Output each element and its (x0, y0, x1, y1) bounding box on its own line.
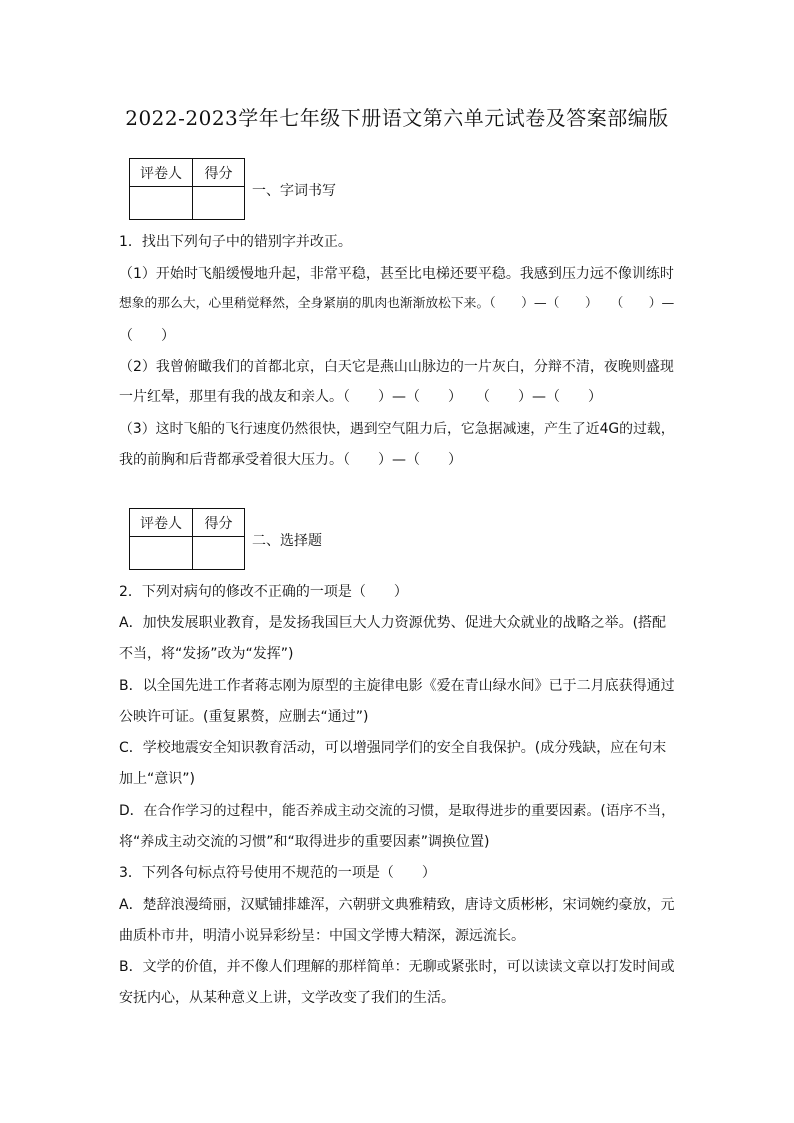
score-table-section-2 (129, 508, 245, 570)
q2-option-c-line-2: 加上“意识”) (119, 771, 195, 787)
score-input-cell[interactable] (193, 187, 245, 220)
score-input-cell[interactable] (193, 537, 245, 570)
score-label-cell: 得分 (193, 159, 245, 187)
q1-sentence-2-line-2: 一片红晕，那里有我的战友和亲人。（ ）—（ ） （ ）—（ ） (119, 389, 602, 405)
q2-option-b-line-1: B．以全国先进工作者蒋志刚为原型的主旋律电影《爱在青山绿水间》已于二月底获得通过 (119, 678, 675, 694)
q3-option-a-line-1: A．楚辞浪漫绮丽，汉赋铺排雄浑，六朝骈文典雅精致，唐诗文质彬彬，宋词婉约豪放，元 (119, 897, 675, 913)
question-1-stem: 1．找出下列句子中的错别字并改正。 (119, 234, 352, 250)
score-label-cell: 得分 (193, 509, 245, 537)
q1-sentence-2-line-1: （2）我曾俯瞰我们的首都北京，白天它是燕山山脉边的一片灰白，分辩不清，夜晚则盛现 (119, 359, 674, 375)
q2-option-a-line-1: A．加快发展职业教育，是发扬我国巨大人力资源优势、促进大众就业的战略之举。(搭配 (119, 615, 667, 631)
q1-sentence-1-line-1: （1）开始时飞船缓慢地升起，非常平稳，甚至比电梯还要平稳。我感到压力远不像训练时 (119, 266, 674, 282)
question-2-stem: 2．下列对病句的修改不正确的一项是（ ） (119, 584, 408, 600)
q3-option-a-line-2: 曲质朴市井，明清小说异彩纷呈：中国文学博大精深，源远流长。 (119, 928, 525, 944)
section-2-heading: 二、选择题 (252, 533, 322, 549)
q1-sentence-3-line-2: 我的前胸和后背都承受着很大压力。（ ）—（ ） (119, 452, 462, 468)
q2-option-d-line-2: 将“养成主动交流的习惯”和“取得进步的重要因素”调换位置) (119, 834, 490, 850)
question-3-stem: 3．下列各句标点符号使用不规范的一项是（ ） (119, 865, 436, 881)
q3-option-b-line-2: 安抚内心，从某种意义上讲，文学改变了我们的生活。 (119, 990, 455, 1006)
q1-sentence-3-line-1: （3）这时飞船的飞行速度仍然很快，遇到空气阻力后，它急据减速，产生了近4G的过载， (119, 421, 675, 437)
grader-input-cell[interactable] (130, 187, 193, 220)
q3-option-b-line-1: B．文学的价值，并不像人们理解的那样简单：无聊或紧张时，可以读读文章以打发时间或 (119, 959, 675, 975)
q1-sentence-1-line-3: （ ） (119, 328, 175, 344)
grader-label-cell: 评卷人 (130, 509, 193, 537)
q2-option-a-line-2: 不当，将“发扬”改为“发挥”) (119, 646, 294, 662)
grader-input-cell[interactable] (130, 537, 193, 570)
q2-option-d-line-1: D．在合作学习的过程中，能否养成主动交流的习惯，是取得进步的重要因素。(语序不当， (119, 803, 675, 819)
score-table-section-1 (129, 158, 245, 220)
q1-sentence-1-line-2: 想象的那么大，心里稍觉释然，全身紧崩的肌肉也渐渐放松下来。（ ）—（ ） （ ）— (119, 296, 675, 311)
section-1-heading: 一、字词书写 (252, 183, 336, 199)
q2-option-b-line-2: 公映许可证。(重复累赘，应删去“通过”) (119, 709, 369, 725)
q2-option-c-line-1: C．学校地震安全知识教育活动，可以增强同学们的安全自我保护。(成分残缺，应在句末 (119, 740, 667, 756)
grader-label-cell: 评卷人 (130, 159, 193, 187)
exam-title: 2022-2023学年七年级下册语文第六单元试卷及答案部编版 (125, 106, 669, 130)
